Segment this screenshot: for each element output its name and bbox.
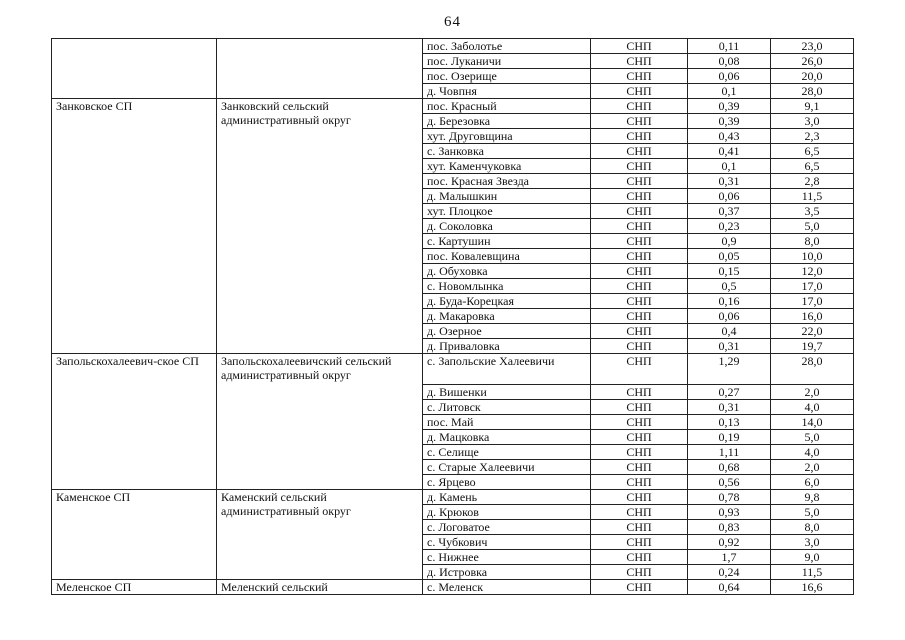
settlements-table <box>51 38 854 595</box>
settlement-type-cell: СНП <box>591 39 688 54</box>
settlement-area-cell: 0,23 <box>688 219 771 234</box>
settlement-area-cell: 0,05 <box>688 249 771 264</box>
settlement-name-cell: с. Картушин <box>423 234 591 249</box>
admin-district-cell: Меленский сельский <box>217 580 423 595</box>
settlement-area-cell: 1,11 <box>688 445 771 460</box>
settlement-type-cell: СНП <box>591 114 688 129</box>
settlement-name-cell: пос. Заболотье <box>423 39 591 54</box>
settlement-area-cell: 0,64 <box>688 580 771 595</box>
table-row <box>52 39 854 54</box>
settlement-name-cell: д. Березовка <box>423 114 591 129</box>
settlement-area-cell: 0,4 <box>688 324 771 339</box>
settlement-area-cell: 1,7 <box>688 550 771 565</box>
settlement-area-cell: 0,43 <box>688 129 771 144</box>
settlement-name-cell: с. Ярцево <box>423 475 591 490</box>
settlement-type-cell: СНП <box>591 159 688 174</box>
settlement-area-cell: 0,24 <box>688 565 771 580</box>
settlement-area-cell: 0,11 <box>688 39 771 54</box>
settlement-type-cell: СНП <box>591 400 688 415</box>
settlement-distance-cell: 9,1 <box>771 99 854 114</box>
rural-settlement-cell: Меленское СП <box>52 580 217 595</box>
settlement-distance-cell: 2,3 <box>771 129 854 144</box>
settlement-name-cell: д. Озерное <box>423 324 591 339</box>
settlement-distance-cell: 20,0 <box>771 69 854 84</box>
settlement-area-cell: 0,15 <box>688 264 771 279</box>
settlement-type-cell: СНП <box>591 339 688 354</box>
settlement-area-cell: 0,39 <box>688 114 771 129</box>
settlement-type-cell: СНП <box>591 144 688 159</box>
settlement-area-cell: 0,68 <box>688 460 771 475</box>
settlement-type-cell: СНП <box>591 460 688 475</box>
table-row <box>52 490 854 505</box>
settlement-name-cell: с. Занковка <box>423 144 591 159</box>
settlement-name-cell: с. Новомлынка <box>423 279 591 294</box>
settlement-distance-cell: 3,0 <box>771 114 854 129</box>
settlement-area-cell: 0,27 <box>688 385 771 400</box>
settlement-area-cell: 0,92 <box>688 535 771 550</box>
table-body <box>52 39 854 595</box>
settlement-distance-cell: 14,0 <box>771 415 854 430</box>
settlement-type-cell: СНП <box>591 234 688 249</box>
settlement-name-cell: д. Малышкин <box>423 189 591 204</box>
settlement-type-cell: СНП <box>591 84 688 99</box>
settlement-distance-cell: 2,0 <box>771 385 854 400</box>
settlement-type-cell: СНП <box>591 279 688 294</box>
settlement-distance-cell: 4,0 <box>771 445 854 460</box>
settlement-type-cell: СНП <box>591 69 688 84</box>
settlement-name-cell: пос. Красный <box>423 99 591 114</box>
settlement-distance-cell: 8,0 <box>771 234 854 249</box>
settlement-area-cell: 0,16 <box>688 294 771 309</box>
settlement-distance-cell: 17,0 <box>771 294 854 309</box>
settlement-type-cell: СНП <box>591 490 688 505</box>
settlement-area-cell: 0,06 <box>688 69 771 84</box>
settlement-type-cell: СНП <box>591 505 688 520</box>
settlement-distance-cell: 6,5 <box>771 144 854 159</box>
settlement-distance-cell: 3,5 <box>771 204 854 219</box>
settlement-type-cell: СНП <box>591 264 688 279</box>
settlement-area-cell: 0,78 <box>688 490 771 505</box>
settlement-distance-cell: 28,0 <box>771 84 854 99</box>
settlement-area-cell: 0,83 <box>688 520 771 535</box>
settlement-name-cell: д. Крюков <box>423 505 591 520</box>
settlement-name-cell: с. Селище <box>423 445 591 460</box>
settlement-type-cell: СНП <box>591 475 688 490</box>
settlement-distance-cell: 16,6 <box>771 580 854 595</box>
settlement-distance-cell: 22,0 <box>771 324 854 339</box>
settlement-area-cell: 0,06 <box>688 189 771 204</box>
settlement-area-cell: 0,5 <box>688 279 771 294</box>
settlement-distance-cell: 2,8 <box>771 174 854 189</box>
settlement-distance-cell: 6,0 <box>771 475 854 490</box>
settlement-area-cell: 0,31 <box>688 339 771 354</box>
settlement-distance-cell: 6,5 <box>771 159 854 174</box>
settlement-area-cell: 0,39 <box>688 99 771 114</box>
settlement-name-cell: д. Истровка <box>423 565 591 580</box>
settlement-distance-cell: 10,0 <box>771 249 854 264</box>
settlement-area-cell: 0,37 <box>688 204 771 219</box>
settlement-area-cell: 0,1 <box>688 159 771 174</box>
settlement-name-cell: д. Човпня <box>423 84 591 99</box>
settlement-type-cell: СНП <box>591 204 688 219</box>
settlement-area-cell: 0,06 <box>688 309 771 324</box>
settlement-name-cell: пос. Красная Звезда <box>423 174 591 189</box>
table-row <box>52 354 854 385</box>
settlement-type-cell: СНП <box>591 580 688 595</box>
settlement-distance-cell: 5,0 <box>771 219 854 234</box>
settlement-type-cell: СНП <box>591 415 688 430</box>
settlement-type-cell: СНП <box>591 445 688 460</box>
settlement-name-cell: пос. Май <box>423 415 591 430</box>
settlement-distance-cell: 19,7 <box>771 339 854 354</box>
rural-settlement-cell <box>52 39 217 99</box>
settlement-distance-cell: 9,0 <box>771 550 854 565</box>
settlement-area-cell: 0,9 <box>688 234 771 249</box>
settlement-distance-cell: 28,0 <box>771 354 854 385</box>
settlement-name-cell: хут. Каменчуковка <box>423 159 591 174</box>
settlement-area-cell: 0,31 <box>688 400 771 415</box>
settlement-type-cell: СНП <box>591 174 688 189</box>
settlement-area-cell: 0,08 <box>688 54 771 69</box>
settlement-distance-cell: 23,0 <box>771 39 854 54</box>
settlement-name-cell: хут. Друговщина <box>423 129 591 144</box>
settlement-area-cell: 0,93 <box>688 505 771 520</box>
settlement-distance-cell: 17,0 <box>771 279 854 294</box>
settlement-name-cell: д. Приваловка <box>423 339 591 354</box>
settlement-distance-cell: 2,0 <box>771 460 854 475</box>
settlement-name-cell: д. Вишенки <box>423 385 591 400</box>
settlement-type-cell: СНП <box>591 354 688 385</box>
settlement-distance-cell: 5,0 <box>771 430 854 445</box>
settlement-name-cell: с. Чубкович <box>423 535 591 550</box>
settlement-type-cell: СНП <box>591 249 688 264</box>
settlement-type-cell: СНП <box>591 385 688 400</box>
settlement-name-cell: д. Буда-Корецкая <box>423 294 591 309</box>
settlement-type-cell: СНП <box>591 535 688 550</box>
table-row <box>52 99 854 114</box>
page-number: 64 <box>444 14 461 30</box>
settlement-type-cell: СНП <box>591 189 688 204</box>
settlement-name-cell: д. Макаровка <box>423 309 591 324</box>
settlement-distance-cell: 12,0 <box>771 264 854 279</box>
rural-settlement-cell: Каменское СП <box>52 490 217 580</box>
settlement-name-cell: хут. Плоцкое <box>423 204 591 219</box>
settlement-name-cell: с. Меленск <box>423 580 591 595</box>
settlement-area-cell: 0,31 <box>688 174 771 189</box>
settlement-type-cell: СНП <box>591 550 688 565</box>
settlement-type-cell: СНП <box>591 520 688 535</box>
settlement-area-cell: 0,56 <box>688 475 771 490</box>
settlement-type-cell: СНП <box>591 324 688 339</box>
admin-district-cell: Каменский сельский административный округ <box>217 490 423 580</box>
admin-district-cell: Запольскохалеевичский сельский административный округ <box>217 354 423 490</box>
settlement-name-cell: д. Мацковка <box>423 430 591 445</box>
settlement-type-cell: СНП <box>591 294 688 309</box>
settlement-type-cell: СНП <box>591 54 688 69</box>
settlement-name-cell: пос. Ковалевщина <box>423 249 591 264</box>
settlement-type-cell: СНП <box>591 99 688 114</box>
rural-settlement-cell: Запольскохалеевич-ское СП <box>52 354 217 490</box>
settlement-distance-cell: 26,0 <box>771 54 854 69</box>
settlement-distance-cell: 5,0 <box>771 505 854 520</box>
settlement-name-cell: д. Камень <box>423 490 591 505</box>
settlement-area-cell: 1,29 <box>688 354 771 385</box>
settlement-type-cell: СНП <box>591 219 688 234</box>
settlement-type-cell: СНП <box>591 430 688 445</box>
settlement-name-cell: д. Обуховка <box>423 264 591 279</box>
settlement-type-cell: СНП <box>591 309 688 324</box>
settlement-name-cell: пос. Луканичи <box>423 54 591 69</box>
settlement-name-cell: с. Нижнее <box>423 550 591 565</box>
settlement-distance-cell: 11,5 <box>771 189 854 204</box>
settlement-type-cell: СНП <box>591 129 688 144</box>
settlement-distance-cell: 16,0 <box>771 309 854 324</box>
settlement-area-cell: 0,1 <box>688 84 771 99</box>
settlement-name-cell: д. Соколовка <box>423 219 591 234</box>
settlement-distance-cell: 11,5 <box>771 565 854 580</box>
rural-settlement-cell: Занковское СП <box>52 99 217 354</box>
settlement-name-cell: с. Логоватое <box>423 520 591 535</box>
settlement-type-cell: СНП <box>591 565 688 580</box>
settlement-distance-cell: 9,8 <box>771 490 854 505</box>
table-row <box>52 580 854 595</box>
settlement-area-cell: 0,41 <box>688 144 771 159</box>
settlement-distance-cell: 8,0 <box>771 520 854 535</box>
settlement-name-cell: с. Литовск <box>423 400 591 415</box>
settlement-area-cell: 0,13 <box>688 415 771 430</box>
settlement-area-cell: 0,19 <box>688 430 771 445</box>
settlement-distance-cell: 4,0 <box>771 400 854 415</box>
admin-district-cell: Занковский сельский административный округ <box>217 99 423 354</box>
settlement-name-cell: с. Старые Халеевичи <box>423 460 591 475</box>
settlement-name-cell: с. Запольские Халеевичи <box>423 354 591 385</box>
admin-district-cell <box>217 39 423 99</box>
settlement-name-cell: пос. Озерище <box>423 69 591 84</box>
settlement-distance-cell: 3,0 <box>771 535 854 550</box>
